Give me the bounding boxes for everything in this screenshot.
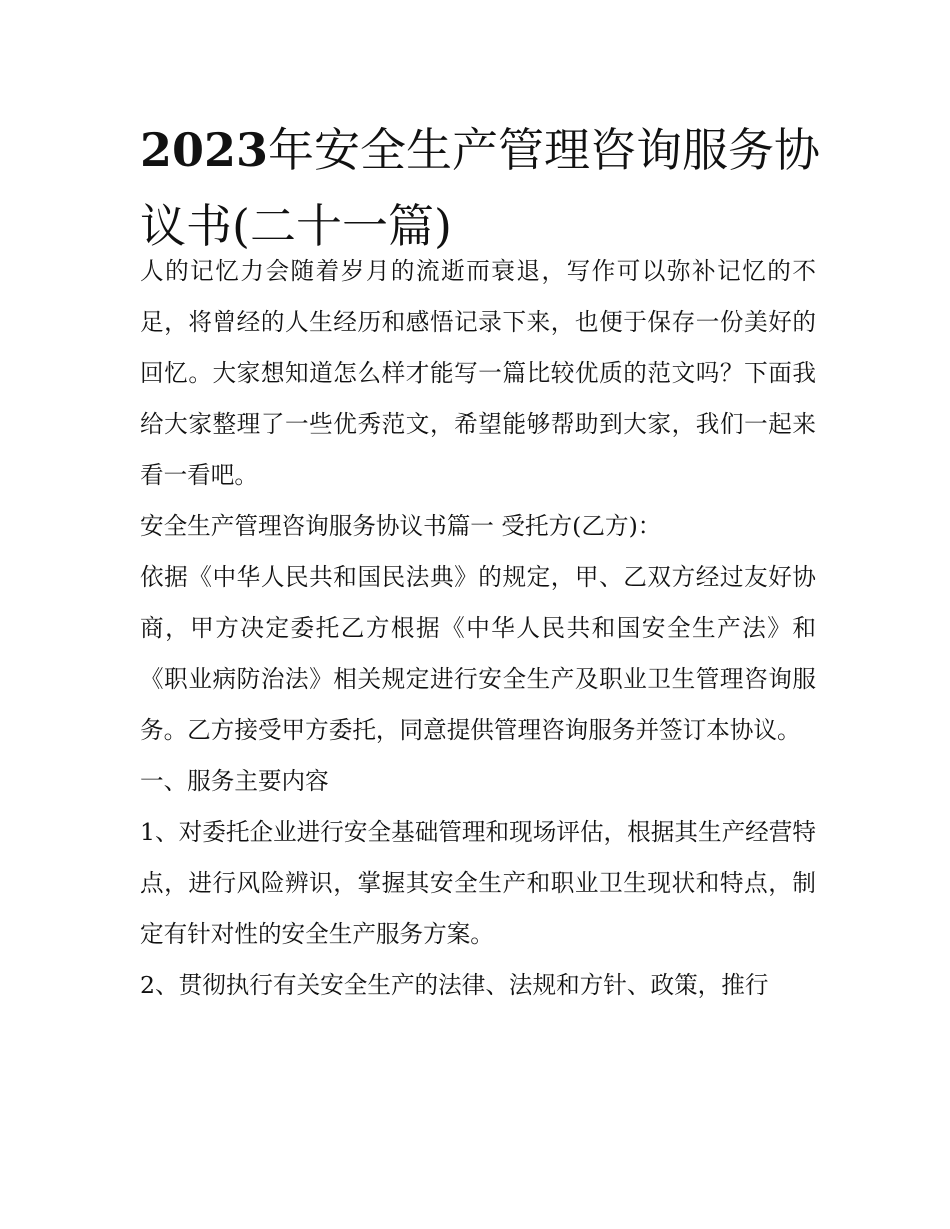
document-body	[140, 246, 816, 1011]
section-heading-party: 安全生产管理咨询服务协议书篇一 受托方(乙方)：	[140, 512, 662, 540]
title-year: 2023	[140, 123, 269, 177]
service-item-1: 1、对委托企业进行安全基础管理和现场评估，根据其生产经营特点，进行风险辨识，掌握其安全生产和职业卫生现状和特点，制定有针对性的安全生产服务方案。	[140, 818, 816, 948]
title-text: 年安全生产管理咨询服务协议书(二十一篇)	[140, 123, 821, 253]
agreement-paragraph: 依据《中华人民共和国民法典》的规定，甲、乙双方经过友好协商，甲方决定委托乙方根据《中华人民共和国安全生产法》和《职业病防治法》相关规定进行安全生产及职业卫生管理咨询服务。乙方接受甲方委托，同意提供管理咨询服务并签订本协议。	[140, 563, 816, 744]
section-heading-services: 一、服务主要内容	[140, 767, 329, 795]
intro-paragraph: 人的记忆力会随着岁月的流逝而衰退，写作可以弥补记忆的不足，将曾经的人生经历和感悟记录下来，也便于保存一份美好的回忆。大家想知道怎么样才能写一篇比较优质的范文吗？下面我给大家整理了一些优秀范文，希望能够帮助到大家，我们一起来看一看吧。	[140, 257, 816, 489]
document-title	[140, 112, 830, 264]
service-item-2: 2、贯彻执行有关安全生产的法律、法规和方针、政策，推行	[140, 971, 769, 999]
